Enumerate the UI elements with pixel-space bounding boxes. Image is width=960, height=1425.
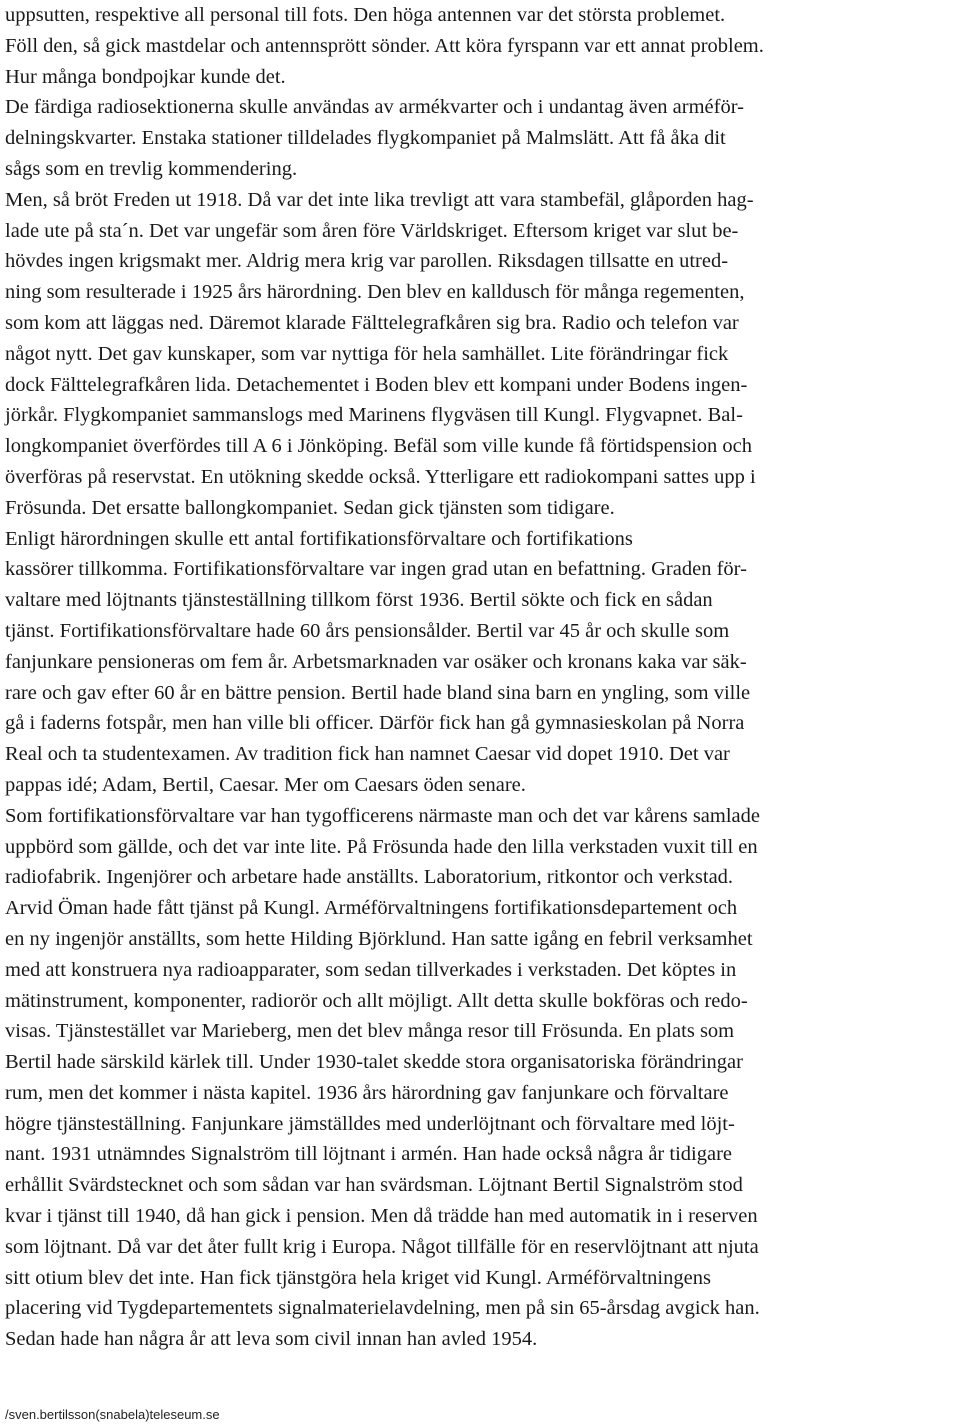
text-line: en ny ingenjör anställts, som hette Hilding Björklund. Han satte igång en febril verksamhet: [5, 927, 753, 950]
text-line: hövdes ingen krigsmakt mer. Aldrig mera krig var parollen. Riksdagen tillsatte en utred-: [5, 250, 729, 273]
text-line: mätinstrument, komponenter, radiorör och allt möjligt. Allt detta skulle bokföras och redo-: [5, 989, 748, 1012]
text-line: rum, men det kommer i nästa kapitel. 1936 års härordning gav fanjunkare och förvaltare: [5, 1081, 729, 1104]
text-line: sitt otium blev det inte. Han fick tjänstgöra hela kriget vid Kungl. Arméförvaltningens: [5, 1266, 711, 1289]
text-line: Bertil hade särskild kärlek till. Under 1930-talet skedde stora organisatoriska förändringar: [5, 1051, 743, 1074]
text-line: med att konstruera nya radioapparater, som sedan tillverkades i verkstaden. Det köptes in: [5, 958, 737, 981]
text-line: ning som resulterade i 1925 års härordning. Den blev en kalldusch för många regementen,: [5, 281, 745, 304]
text-line: gå i faderns fotspår, men han ville bli officer. Därför fick han gå gymnasieskolan på Norra: [5, 712, 745, 735]
text-line: överföras på reservstat. En utökning skedde också. Ytterligare ett radiokompani sattes upp i: [5, 465, 756, 488]
text-line: erhållit Svärdstecknet och som sådan var han svärdsman. Löjtnant Bertil Signalström stod: [5, 1174, 743, 1197]
text-line: De färdiga radiosektionerna skulle användas av armékvarter och i undantag även arméför-: [5, 96, 744, 119]
text-line: fanjunkare pensioneras om fem år. Arbetsmarknaden var osäker och kronans kaka var säk-: [5, 650, 747, 673]
text-line: pappas idé; Adam, Bertil, Caesar. Mer om Caesars öden senare.: [5, 773, 526, 796]
text-line: något nytt. Det gav kunskaper, som var nyttiga för hela samhället. Lite förändringar fick: [5, 342, 729, 365]
text-line: kvar i tjänst till 1940, då han gick i pension. Men då trädde han med automatik in i reserven: [5, 1205, 758, 1228]
text-line: delningskvarter. Enstaka stationer tilldelades flygkompaniet på Malmslätt. Att få åka dit: [5, 127, 726, 150]
text-line: sågs som en trevlig kommendering.: [5, 157, 298, 180]
body-text: [5, 0, 955, 1355]
text-line: Frösunda. Det ersatte ballongkompaniet. Sedan gick tjänsten som tidigare.: [5, 496, 615, 519]
text-line: Men, så bröt Freden ut 1918. Då var det inte lika trevligt att vara stambefäl, glåporden hag-: [5, 188, 754, 211]
text-line: valtare med löjtnants tjänsteställning tillkom först 1936. Bertil sökte och fick en sådan: [5, 589, 713, 612]
text-line: rare och gav efter 60 år en bättre pension. Bertil hade bland sina barn en yngling, som ville: [5, 681, 751, 704]
text-line: högre tjänsteställning. Fanjunkare jämställdes med underlöjtnant och förvaltare med löjt-: [5, 1112, 735, 1135]
text-line: placering vid Tygdepartementets signalmaterielavdelning, men på sin 65-årsdag avgick han.: [5, 1297, 760, 1320]
text-line: lade ute på sta´n. Det var ungefär som åren före Världskriget. Eftersom kriget var slut be-: [5, 219, 739, 242]
text-line: longkompaniet överfördes till A 6 i Jönköping. Befäl som ville kunde få förtidspension och: [5, 435, 752, 458]
text-line: nant. 1931 utnämndes Signalström till löjtnant i armén. Han hade också några år tidigare: [5, 1143, 732, 1166]
text-line: Enligt härordningen skulle ett antal fortifikationsförvaltare och fortifikations: [5, 527, 633, 550]
text-line: Hur många bondpojkar kunde det.: [5, 65, 286, 88]
text-line: Real och ta studentexamen. Av tradition fick han namnet Caesar vid dopet 1910. Det var: [5, 743, 730, 766]
text-line: tjänst. Fortifikationsförvaltare hade 60 års pensionsålder. Bertil var 45 år och skulle som: [5, 619, 730, 642]
text-line: Sedan hade han några år att leva som civil innan han avled 1954.: [5, 1328, 538, 1351]
text-line: uppsutten, respektive all personal till fots. Den höga antennen var det största problemet.: [5, 4, 726, 26]
text-line: som kom att läggas ned. Däremot klarade Fälttelegrafkåren sig bra. Radio och telefon var: [5, 311, 739, 334]
text-line: kassörer tillkomma. Fortifikationsförvaltare var ingen grad utan en befattning. Graden för-: [5, 558, 747, 581]
text-line: som löjtnant. Då var det åter fullt krig i Europa. Något tillfälle för en reservlöjtnant att njuta: [5, 1235, 759, 1258]
text-line: dock Fälttelegrafkåren lida. Detachementet i Boden blev ett kompani under Bodens ingen-: [5, 373, 748, 396]
text-line: radiofabrik. Ingenjörer och arbetare hade anställts. Laboratorium, ritkontor och verkstad.: [5, 866, 734, 889]
text-line: Arvid Öman hade fått tjänst på Kungl. Arméförvaltningens fortifikationsdepartement och: [5, 897, 738, 920]
footer-email: /sven.bertilsson(snabela)teleseum.se: [5, 1407, 220, 1422]
text-line: Föll den, så gick mastdelar och antennsprött sönder. Att köra fyrspann var ett annat problem.: [5, 34, 764, 57]
text-line: uppbörd som gällde, och det var inte lite. På Frösunda hade den lilla verkstaden vuxit till en: [5, 835, 758, 858]
text-line: Som fortifikationsförvaltare var han tygofficerens närmaste man och det var kårens samlade: [5, 804, 760, 827]
text-line: visas. Tjänstestället var Marieberg, men det blev många resor till Frösunda. En plats som: [5, 1020, 735, 1043]
text-line: jörkår. Flygkompaniet sammanslogs med Marinens flygväsen till Kungl. Flygvapnet. Bal-: [5, 404, 743, 427]
